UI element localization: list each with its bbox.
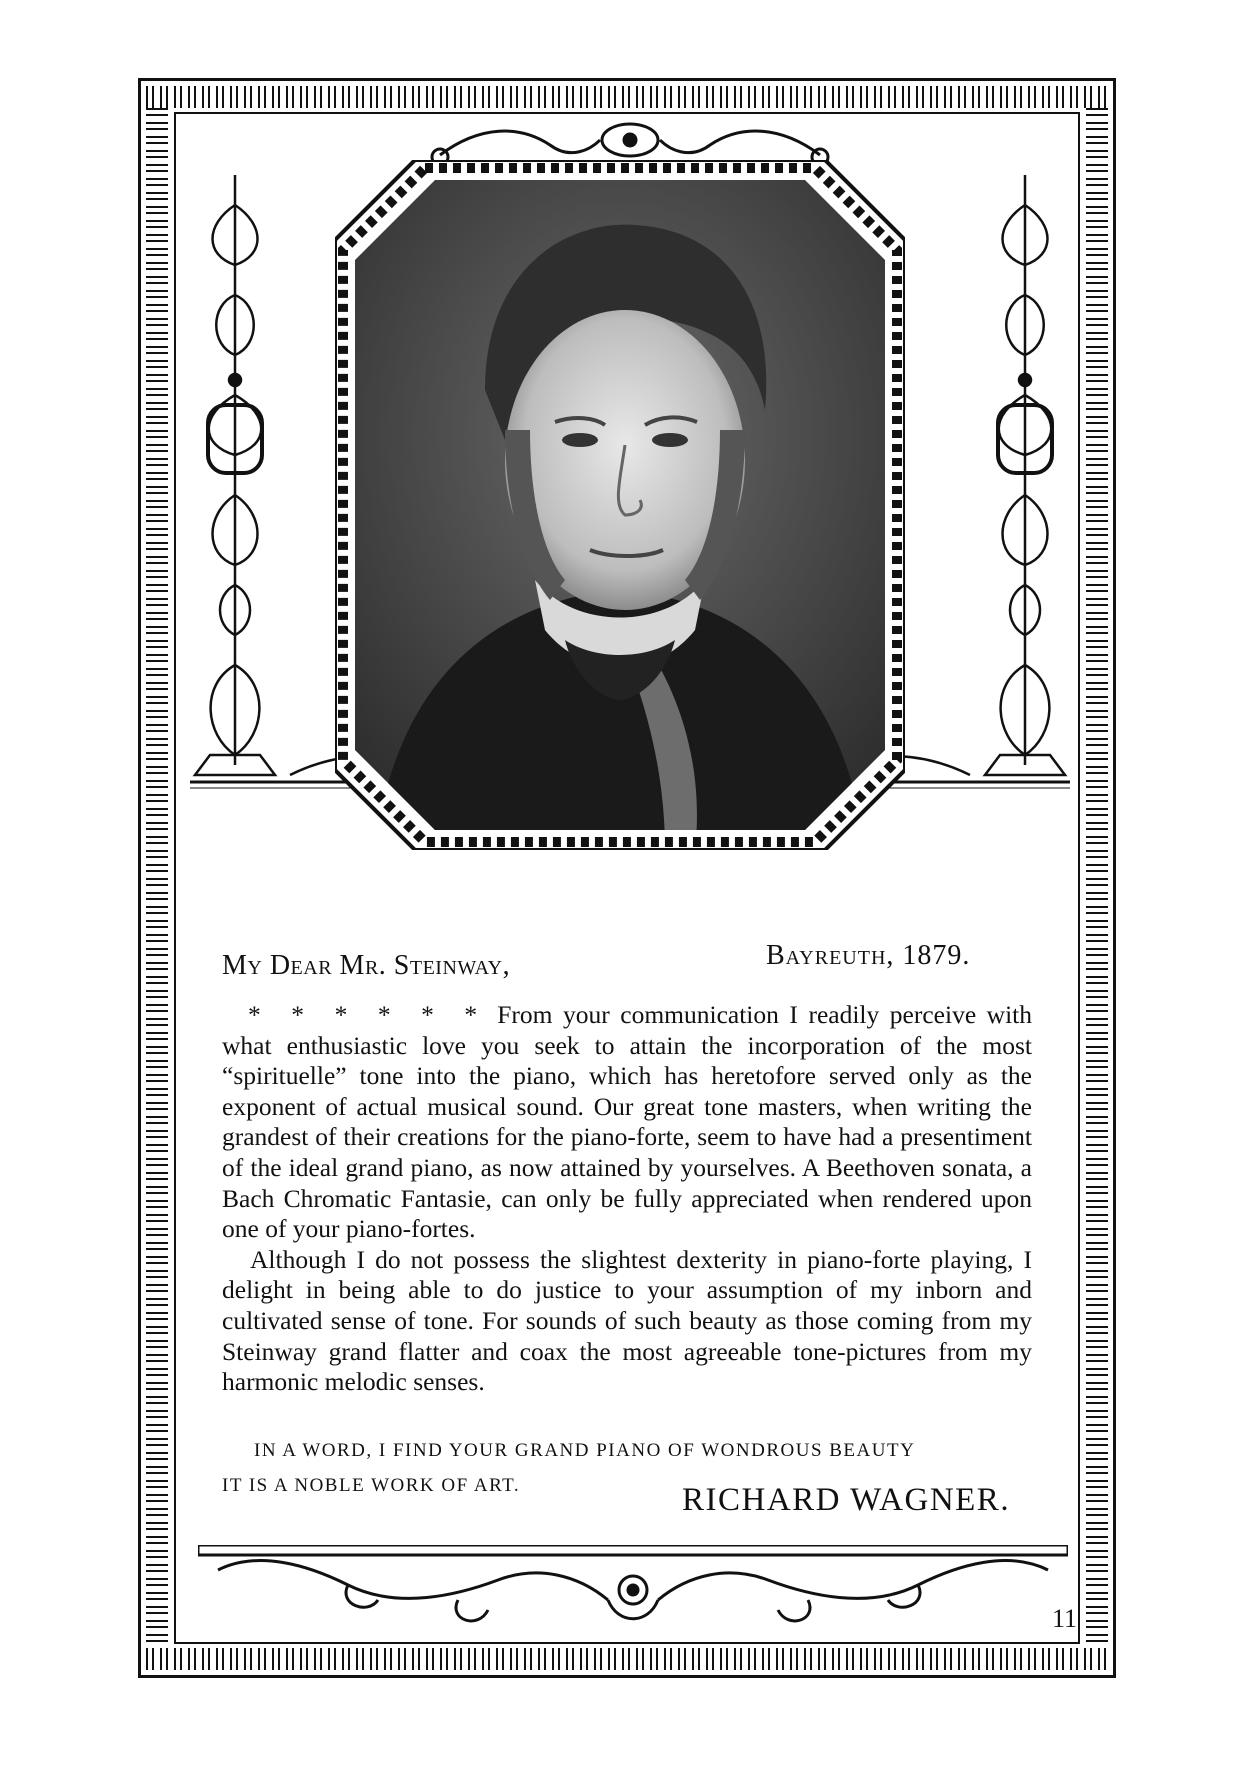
portrait-photo	[335, 160, 905, 850]
page-number: 11	[1052, 1604, 1078, 1633]
salutation	[222, 950, 510, 982]
paragraph-1-text: From your communication I readily perceive with what enthusiastic love you seek to attain the incorporation of the most “spirituelle” tone into the piano, which has heretofore served only as the exponent of actual musical sound. Our great tone masters, when writing the grandest of their creations for the piano-forte, seem to have had a presentiment of the ideal grand piano, as now attained by yourselves. A Beethoven sonata, a Bach Chromatic Fantasie, can only be fully appreciated when rendered upon one of your piano-fortes.	[222, 1000, 1033, 1244]
letter-body	[222, 1000, 1032, 1398]
closing-line-2: IT IS A NOBLE WORK OF ART.	[222, 1475, 521, 1496]
right-column-ornament	[985, 175, 1065, 775]
letter-paragraph-1	[222, 1000, 1032, 1245]
letter-paragraph-2: Although I do not possess the slightest dexterity in piano-forte playing, I delight in being able to do justice to your assumption of my inborn and cultivated sense of tone. For sounds of such beauty as those coming from my Steinway grand flatter and coax the most agreeable tone-pictures from my harmonic melodic senses.	[222, 1244, 1032, 1397]
salutation-text: My Dear Mr. Steinway,	[222, 950, 511, 981]
portrait-frame	[335, 160, 905, 850]
left-column-ornament	[195, 175, 275, 775]
top-scroll-ornament	[432, 124, 828, 165]
closing-line-1: IN A WORD, I FIND YOUR GRAND PIANO OF WONDROUS BEAUTY	[254, 1440, 916, 1461]
bottom-ornament	[198, 1545, 1068, 1640]
ellipsis-stars: * * * * * *	[248, 1000, 488, 1029]
place-date: Bayreuth, 1879.	[766, 940, 971, 971]
signature: RICHARD WAGNER.	[682, 1482, 1011, 1518]
